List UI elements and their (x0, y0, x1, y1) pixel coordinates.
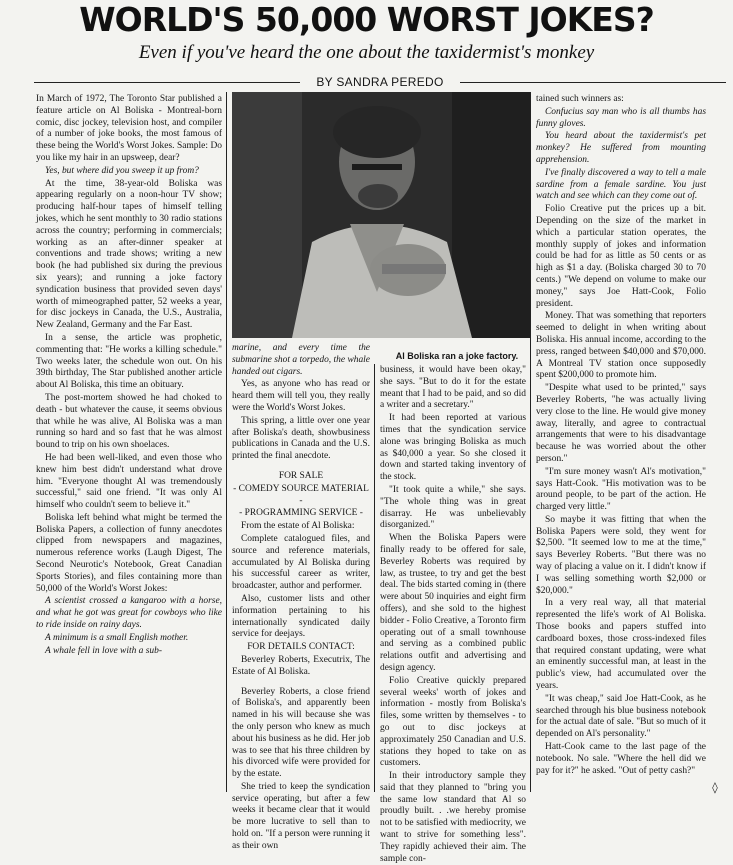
headline: WORLD'S 50,000 WORST JOKES? (79, 0, 654, 39)
col4-para-1: tained such winners as: (536, 94, 624, 104)
photo-caption: Al Boliska ran a joke factory. (395, 351, 519, 361)
ad-heading: FOR SALE (278, 470, 324, 481)
col3-para-5: Folio Creative quickly prepared several weeks' worth of jokes and information - mostly from Boliska's files, some written by themselves - to go out to disc jockeys at approximately 250 Canadian and U.S. stations they hoped to take on as customers. (380, 675, 526, 769)
end-mark-icon: ◊ (712, 781, 718, 794)
portrait-photo (232, 92, 530, 338)
col4-para-6: So maybe it was fitting that when the Boliska Papers were sold, they went for $2,500. "It seemed low to me at the time," says Beverley Roberts. "But there was no way of placing a value on it. I didn't know if I was selling something worth $2,000 or $20,000." (536, 514, 706, 596)
col3-para-6: In their introductory sample they said that they planned to "bring you the same low standard that Al so proudly built. . .we hereby promise not to be satisfied with mediocrity, we want to strive for something less". They rapidly achieved their aim. The sample con- (380, 771, 526, 864)
col2-para-3: This spring, a little over one year after Boliska's death, showbusiness publications in Canada and the U.S. printed the final anecdote. (232, 415, 370, 462)
portrait-photo-shapes (232, 92, 530, 338)
col2-para-4: Beverley Roberts, a close friend of Boliska's, and apparently been named in his will because she was the only person who knew as much about his business as he did. Her job was to see that his three children by his divorced wife were provided for by the estate. (232, 686, 370, 780)
ad-contact: Beverley Roberts, Executrix, The Estate of Al Boliska. (232, 654, 370, 677)
col4-para-4: "Despite what used to be printed," says Beverley Roberts, "he was actually living very close to the line. He would give money away, literally, and agree to contractual arrangements that were to his disadvantage because he was worried about the other person." (536, 383, 706, 464)
col1-para-5: The post-mortem showed he had choked to death - but whatever the cause, it seems obvious that while he was alive, Al Boliska was a man running so hard and so fast that he was almost bound to trip on his own shoelaces. (36, 392, 222, 451)
column-2 (232, 343, 370, 851)
col2-para-1: marine, and every time the submarine shot a torpedo, the whale handed out cigars. (232, 343, 370, 377)
col4-para-9: Hatt-Cook came to the last page of the notebook. No sale. "Where the hell did we pay for it?" he asked. "Out of petty cash?" (536, 742, 706, 776)
column-4 (536, 94, 706, 798)
byline-rule-left (34, 82, 300, 83)
col4-joke-3: I've finally discovered a way to tell a male sardine from a female sardine. You just watch and see which can they come out of. (536, 167, 706, 202)
column-divider-1 (226, 92, 227, 792)
col4-joke-1: Confucius say man who is all thumbs has funny gloves. (536, 106, 706, 129)
col4-para-5: "I'm sure money wasn't Al's motivation," says Hatt-Cook. "His motivation was to be around people, to be part of the action. He charged very little." (536, 466, 706, 513)
col3-para-4: When the Boliska Papers were finally ready to be offered for sale, Beverley Roberts was required by law, as trustee, to try and get the best deal. The bids started coming in (there were about 50 inquiries and eight firm offers), and she sold to the highest bidder - Folio Creative, a Toronto firm operating out of a small townhouse and serving as a combined public relations outfit and advertising and design agency. (380, 533, 526, 673)
col1-para-3: At the time, 38-year-old Boliska was appearing regularly on a noon-hour TV show; producing half-hour tapes of himself telling jokes, which he sent monthly to 30 radio stations across the country; performing in commercials; working as an after-dinner speaker at conventions and trade shows; writing a new book (he had published six during the previous six years); and running a joke factory syndication business that provided seven days' worth of mimeographed patter, 52 weeks a year, for disc jockeys in Canada, the U.S., Australia, New Zealand, Germany and the Far East. (36, 178, 222, 331)
col4-joke-2: You heard about the taxidermist's pet monkey? He suffered from mounting apprehension. (536, 131, 706, 165)
col2-para-5: She tried to keep the syndication service operating, but after a few weeks it became clear that it would be more lucrative to sell than to hold on. "If a person were running it as their own (232, 781, 370, 851)
col4-para-3: Money. That was something that reporters seemed to delight in when writing about Boliska. His annual income, according to the press, ranged between $40,000 and $70,000. A Montreal TV station once supposedly spent $200,000 to promote him. (536, 311, 706, 381)
byline: BY SANDRA PEREDO (316, 75, 444, 89)
column-divider-2 (374, 364, 375, 792)
col4-para-8: "It was cheap," said Joe Hatt-Cook, as he searched through his blue business notebook for the actual date of sale. "But so much of it depended on Al's personality." (536, 693, 706, 740)
ad-line-2: - PROGRAMMING SERVICE - (239, 508, 363, 519)
ad-line-1: - COMEDY SOURCE MATERIAL - (233, 483, 369, 506)
col1-para-2: Yes, but where did you sweep it up from? (45, 165, 199, 176)
col1-para-1: In March of 1972, The Toronto Star published a feature article on Al Boliska - Montreal-born comic, disc jockey, television host, and compiler of a number of joke books, the most famous of these being the World's Worst Jokes. Sample: Do you like my hair in an upsweep, dear? (36, 94, 222, 163)
col4-para-7: In a very real way, all that material represented the life's work of Al Boliska. Those books and papers stuffed into cardboard boxes, those cross-indexed files that required constant updating, were what an eminently successful man, at least in the public's view, had accumulated over the years. (536, 598, 706, 692)
ad-from: From the estate of Al Boliska: (241, 521, 355, 532)
column-1 (36, 94, 222, 798)
col1-para-4: In a sense, the article was prophetic, commenting that: "He works a killing schedule." Two weeks later, the schedule won out. On his 39th birthday, The Star published another article about Al Boliska, this time an obituary. (36, 332, 222, 391)
ad-body-1: Complete catalogued files, and source and reference materials, accumulated by Al Boliska during his successful career as writer, broadcaster, author and performer. (232, 533, 370, 592)
subhead: Even if you've heard the one about the taxidermist's monkey (138, 42, 595, 63)
col1-para-9: A minimum is a small English mother. (45, 632, 189, 643)
ad-contact-heading: FOR DETAILS CONTACT: (247, 642, 355, 653)
col3-para-3: "It took quite a while," she says. "The whole thing was in great disarray. He was unbelievably disorganized." (380, 484, 526, 531)
col1-para-10: A whale fell in love with a sub- (45, 645, 162, 656)
column-3 (380, 365, 526, 864)
col1-para-8: A scientist crossed a kangaroo with a horse, and what he got was great for cowboys who like to ride inside on rainy days. (36, 596, 222, 631)
col3-para-2: It had been reported at various times that the syndication service alone was bringing Boliska as much as $40,000 a year. So she closed it down and started taking inventory of the stock. (380, 413, 526, 483)
ad-body-2: Also, customer lists and other information pertaining to his internationally syndicated daily service for deejays. (232, 593, 370, 640)
byline-rule-right (460, 82, 726, 83)
col2-para-2: Yes, as anyone who has read or heard them will tell you, they really were the World's Worst Jokes. (232, 379, 370, 413)
col3-para-1: business, it would have been okay," she says. "But to do it for the estate meant that I had to be paid, and so did a writer and a secretary." (380, 365, 526, 411)
col4-para-2: Folio Creative put the prices up a bit. Depending on the size of the market in which a particular station operates, the monthly supply of jokes and information could be had for as little as 50 cents or as high as $1 a day. (Boliska charged 30 to 70 cents.) "We depend on volume to make our money," says Joe Hatt-Cook, Folio president. (536, 204, 706, 309)
col1-para-6: He had been well-liked, and even those who knew him best didn't understand what drove him. "Everyone thought Al was tremendously successful," said one friend. "It was only Al himself who couldn't seem to believe it." (36, 452, 222, 511)
column-divider-3 (530, 92, 531, 792)
col1-para-7: Boliska left behind what might be termed the Boliska Papers, a collection of funny anecdotes clipped from newspapers and magazines, numerous reference works (Laugh Digest, The Second Neurotic's Notebook, Great Canadian Sports Stories), and files containing more than 50,000 of the World's Worst Jokes: (36, 512, 222, 594)
